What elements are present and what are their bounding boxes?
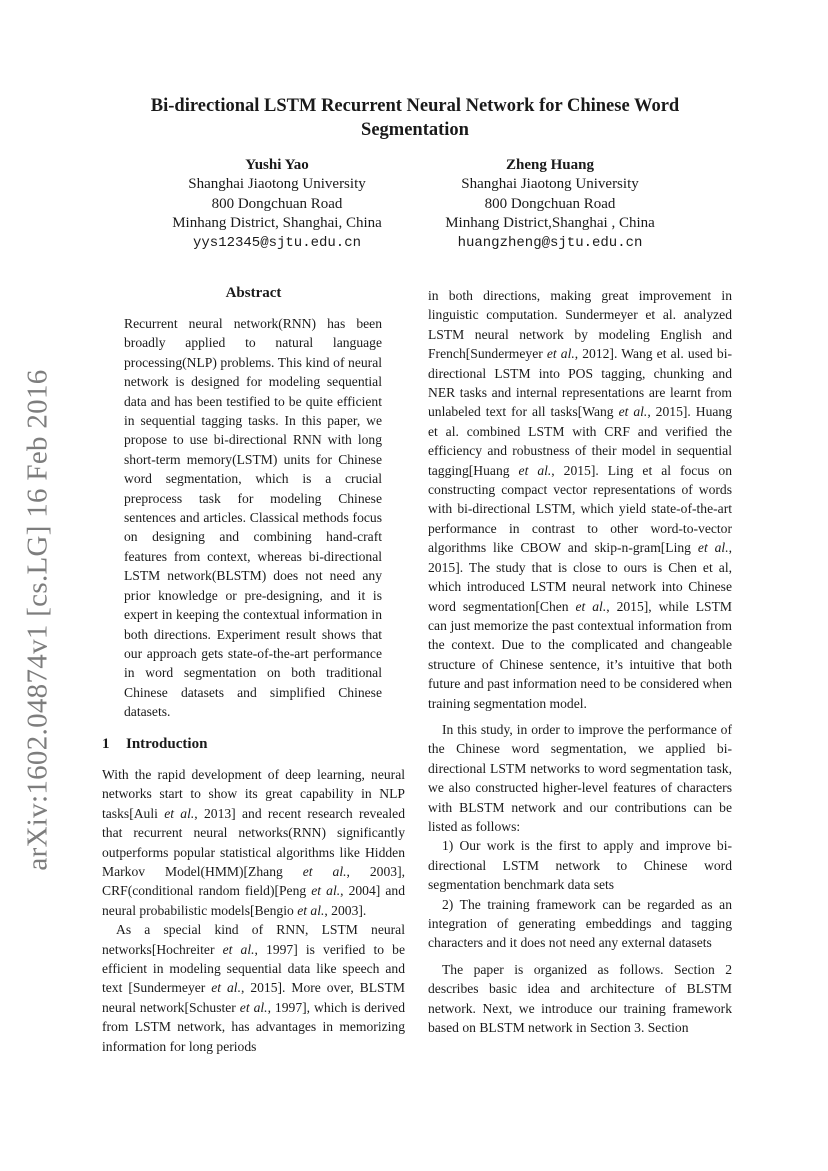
contribution-item-1: 1) Our work is the first to apply and improve bi-directional LSTM network to Chinese word segmentation benchmark data sets	[428, 838, 732, 893]
text-run: As a special kind of RNN, LSTM neural networks[Hochreiter	[102, 922, 405, 957]
right-column-body	[428, 286, 732, 1037]
text-run: et al.	[239, 999, 268, 1015]
author-email: yys12345@sjtu.edu.cn	[192, 234, 362, 251]
text-run: et al.	[222, 941, 255, 957]
text-run: in both directions, making great improvement in linguistic computation. Sundermeyer et al. analyzed LSTM neural network by modeling English and French[Sundermeyer	[428, 288, 732, 362]
author-address-line-1: 800 Dongchuan Road	[484, 195, 616, 212]
intro-paragraph-organization: The paper is organized as follows. Section 2 describes basic idea and architecture of BLSTM network. Next, we introduce our training framework based on BLSTM network in Section 3. Section	[428, 961, 732, 1036]
paper-title-line-1: Bi-directional LSTM Recurrent Neural Network for Chinese Word	[150, 96, 680, 116]
author-block-1	[127, 156, 427, 253]
text-run: et al.	[618, 404, 648, 420]
text-run: et al.	[575, 598, 607, 614]
text-run: et al.	[311, 883, 341, 899]
paper-title	[110, 94, 720, 142]
section-title: Introduction	[126, 736, 208, 752]
text-run: et al.	[164, 805, 195, 821]
author-address-line-1: 800 Dongchuan Road	[211, 195, 343, 212]
paper-title-line-2: Segmentation	[361, 120, 469, 140]
intro-paragraph-4: In this study, in order to improve the performance of the Chinese word segmentation, we applied bi-directional LSTM networks to word segmentation task, we also constructed higher-level features of characters with BLSTM network and our contributions can be listed as follows:	[428, 721, 732, 834]
text-run: et al.	[211, 980, 241, 996]
text-run: et al.	[297, 902, 325, 918]
arxiv-sidebar-stamp	[14, 365, 62, 875]
left-column-body	[102, 765, 405, 1056]
contribution-item-2: 2) The training framework can be regarded as an integration of generating embeddings and tagging characters and it does not need any external datasets	[428, 896, 732, 951]
author-address-line-2: Minhang District,Shanghai , China	[445, 215, 655, 232]
text-run: , 2004] and neural probabilistic models[Bengio	[102, 883, 405, 918]
abstract-heading: Abstract	[225, 285, 282, 301]
author-affiliation: Shanghai Jiaotong University	[188, 176, 366, 193]
text-run: , 2013] and recent research revealed that recurrent neural networks(RNN) significantly outperforms popular statistical algorithms like Hidden Markov Model(HMM)[Zhang	[102, 805, 406, 880]
text-run: , 2012]. Wang et al. used bi-directional LSTM into POS tagging, chunking and NER tasks and internal representations are learnt from unlabeled text for all tasks[Wang	[428, 346, 733, 420]
text-run: With the rapid development of deep learning, neural networks start to show its great capability in NLP tasks[Auli	[102, 767, 405, 821]
text-run: , 1997], which is derived from LSTM network, has advantages in memorizing information for long periods	[102, 999, 406, 1054]
text-run: , 2003].	[324, 902, 367, 918]
author-block-2	[400, 156, 700, 253]
author-affiliation: Shanghai Jiaotong University	[461, 176, 639, 193]
intro-paragraph-1	[102, 765, 405, 920]
author-email: huangzheng@sjtu.edu.cn	[457, 234, 643, 251]
author-name: Yushi Yao	[245, 157, 309, 173]
text-run: et al.	[546, 346, 575, 362]
text-run: et al.	[518, 462, 552, 478]
text-run: , 2015], while LSTM can just memorize the past contextual information from the context. Due to the complicated and changeable structure of Chinese sentence, it’s intuitive that both future and past information need to be considered when training segmentation model.	[428, 598, 732, 711]
text-run: et al.	[302, 864, 347, 880]
text-run: , 2015]. More over, BLSTM neural network[Schuster	[102, 980, 405, 1015]
text-run: et al.	[697, 540, 729, 556]
text-run: , 2015]. The study that is close to ours is Chen et al, which introduced LSTM neural network into Chinese word segmentation[Chen	[428, 540, 733, 614]
author-name: Zheng Huang	[506, 157, 594, 173]
text-run: , 2003], CRF(conditional random field)[Peng	[102, 864, 405, 899]
abstract-text: Recurrent neural network(RNN) has been broadly applied to natural language processing(NLP) problems. This kind of neural network is designed for modeling sequential data and has been testified to be quite efficient in sequential tagging tasks. In this paper, we propose to use bi-directional RNN with long short-term memory(LSTM) units for Chinese word segmentation, which is a crucial preprocess task for modeling Chinese sentences and articles. Classical methods focus on designing and combining hand-craft features from context, whereas bi-directional LSTM network(BLSTM) does not need any prior knowledge or pre-designing, and it is expert in keeping the contextual information in both directions. Experiment result shows that our approach gets state-of-the-art performance in word segmentation on both traditional Chinese datasets and simplified Chinese datasets.	[124, 316, 382, 720]
intro-paragraph-2	[102, 920, 405, 1056]
text-run: , 2015]. Ling et al focus on constructing compact vector representations of words with bi-directional LSTM, which yield state-of-the-art performance in contrast to other word-to-vector algorithms like CBOW and skip-n-gram[Ling	[428, 462, 732, 556]
arxiv-identifier: arXiv:1602.04874v1 [cs.LG] 16 Feb 2016	[21, 369, 54, 871]
author-address-line-2: Minhang District, Shanghai, China	[172, 215, 382, 232]
text-run: , 2015]. Huang et al. combined LSTM with CRF and verified the efficiency and robustness of their model in sequential tagging[Huang	[428, 404, 732, 478]
text-run: , 1997] is verified to be efficient in modeling sequential data like speech and text [Sundermeyer	[102, 941, 405, 996]
section-number: 1	[102, 736, 110, 752]
intro-paragraph-3	[428, 286, 732, 713]
section-heading-introduction	[102, 736, 207, 753]
